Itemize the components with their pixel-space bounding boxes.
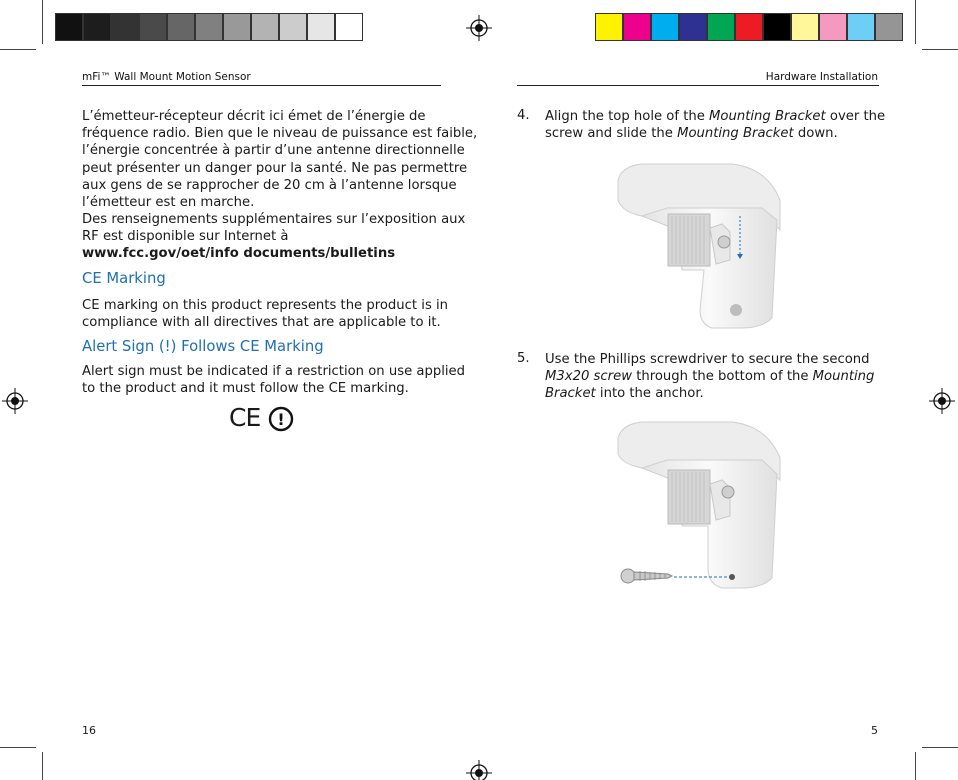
text-run: M3x20 screw bbox=[545, 369, 632, 385]
alert-sign-paragraph bbox=[82, 363, 465, 397]
step-5-number: 5. bbox=[517, 351, 530, 366]
left-header-rule bbox=[82, 85, 441, 86]
text-line: L’émetteur-récepteur décrit ici émet de l’énergie de bbox=[82, 109, 426, 124]
text-run: through the bottom of the bbox=[632, 369, 813, 385]
text-line: Use the Phillips screwdriver to secure the second bbox=[545, 352, 870, 367]
bottom-screw-installation-illustration bbox=[612, 418, 792, 590]
registration-mark-top bbox=[466, 15, 492, 41]
text-line: compliance with all directives that are applicable to it. bbox=[82, 315, 441, 331]
text-line: peut présenter un danger pour la santé. Ne pas permettre bbox=[82, 160, 468, 176]
text-line: fréquence radio. Bien que le niveau de puissance est faible, bbox=[82, 126, 478, 142]
step-4-text bbox=[545, 108, 885, 142]
registration-mark-bottom bbox=[466, 760, 492, 780]
french-rf-warning-paragraph bbox=[82, 108, 477, 211]
registration-mark-right bbox=[929, 388, 955, 414]
text-line: CE marking on this product represents the product is in bbox=[82, 298, 449, 313]
color-swatch bbox=[763, 13, 791, 41]
alert-sign-icon bbox=[268, 406, 294, 432]
mounting-bracket-slide-illustration bbox=[612, 160, 792, 330]
text-line: aux gens de se rapprocher de 20 cm à l’antenne lorsque bbox=[82, 177, 457, 193]
color-swatch bbox=[791, 13, 819, 41]
color-swatch bbox=[279, 13, 307, 41]
crop-mark bbox=[42, 0, 43, 44]
text-run: Mounting Bracket bbox=[709, 109, 826, 124]
right-page-number: 5 bbox=[871, 724, 878, 737]
text-line: RF est disponible sur Internet à bbox=[82, 229, 289, 245]
color-swatch bbox=[875, 13, 903, 41]
text-run: screw and slide the bbox=[545, 126, 678, 142]
text-run: Align the top hole of the bbox=[545, 109, 710, 124]
text-run: down. bbox=[793, 126, 838, 142]
crop-mark bbox=[0, 747, 36, 748]
color-swatch bbox=[167, 13, 195, 41]
color-swatch bbox=[195, 13, 223, 41]
text-run: into the anchor. bbox=[595, 386, 704, 402]
crop-mark bbox=[922, 747, 958, 748]
color-swatch bbox=[623, 13, 651, 41]
step-5-text bbox=[545, 351, 874, 403]
color-swatch bbox=[679, 13, 707, 41]
color-swatch bbox=[735, 13, 763, 41]
french-rf-info-paragraph bbox=[82, 211, 465, 263]
ce-marking-paragraph bbox=[82, 297, 448, 331]
text-run: Mounting bbox=[812, 369, 875, 385]
color-swatch bbox=[83, 13, 111, 41]
text-line: to the product and it must follow the CE marking. bbox=[82, 381, 409, 397]
color-swatch bbox=[111, 13, 139, 41]
ce-mark-icon: CE bbox=[229, 403, 261, 432]
color-swatch bbox=[55, 13, 83, 41]
text-run: Bracket bbox=[545, 386, 596, 402]
color-swatch bbox=[223, 13, 251, 41]
color-swatch bbox=[335, 13, 363, 41]
ce-alert-mark-group bbox=[229, 405, 295, 433]
registration-mark-left bbox=[2, 388, 28, 414]
crop-mark bbox=[915, 752, 916, 780]
right-running-header: Hardware Installation bbox=[765, 71, 878, 83]
crop-mark bbox=[42, 752, 43, 780]
text-line: Alert sign must be indicated if a restriction on use applied bbox=[82, 364, 466, 379]
text-run: Mounting Bracket bbox=[677, 126, 794, 142]
text-line: l’émetteur est en marche. bbox=[82, 195, 255, 211]
fcc-bulletins-url: www.fcc.gov/oet/info documents/bulletins bbox=[82, 246, 396, 262]
color-swatch bbox=[847, 13, 875, 41]
color-swatch bbox=[595, 13, 623, 41]
alert-sign-glyph: ! bbox=[277, 410, 285, 429]
color-swatch bbox=[307, 13, 335, 41]
left-page-number: 16 bbox=[82, 724, 96, 737]
crop-mark bbox=[922, 49, 958, 50]
text-run: over the bbox=[825, 109, 886, 124]
ce-marking-heading: CE Marking bbox=[82, 270, 166, 287]
color-swatch bbox=[819, 13, 847, 41]
step-4-number: 4. bbox=[517, 108, 530, 123]
left-running-header: mFi™ Wall Mount Motion Sensor bbox=[82, 71, 251, 83]
color-swatch bbox=[251, 13, 279, 41]
text-line: l’énergie concentrée à partir d’une antenne directionnelle bbox=[82, 143, 465, 159]
alert-sign-heading: Alert Sign (!) Follows CE Marking bbox=[82, 338, 324, 355]
color-swatch bbox=[139, 13, 167, 41]
color-swatch bbox=[651, 13, 679, 41]
right-header-rule bbox=[517, 85, 879, 86]
text-line: Des renseignements supplémentaires sur l’exposition aux bbox=[82, 212, 466, 227]
crop-mark bbox=[0, 49, 36, 50]
color-swatch bbox=[707, 13, 735, 41]
crop-mark bbox=[915, 0, 916, 44]
